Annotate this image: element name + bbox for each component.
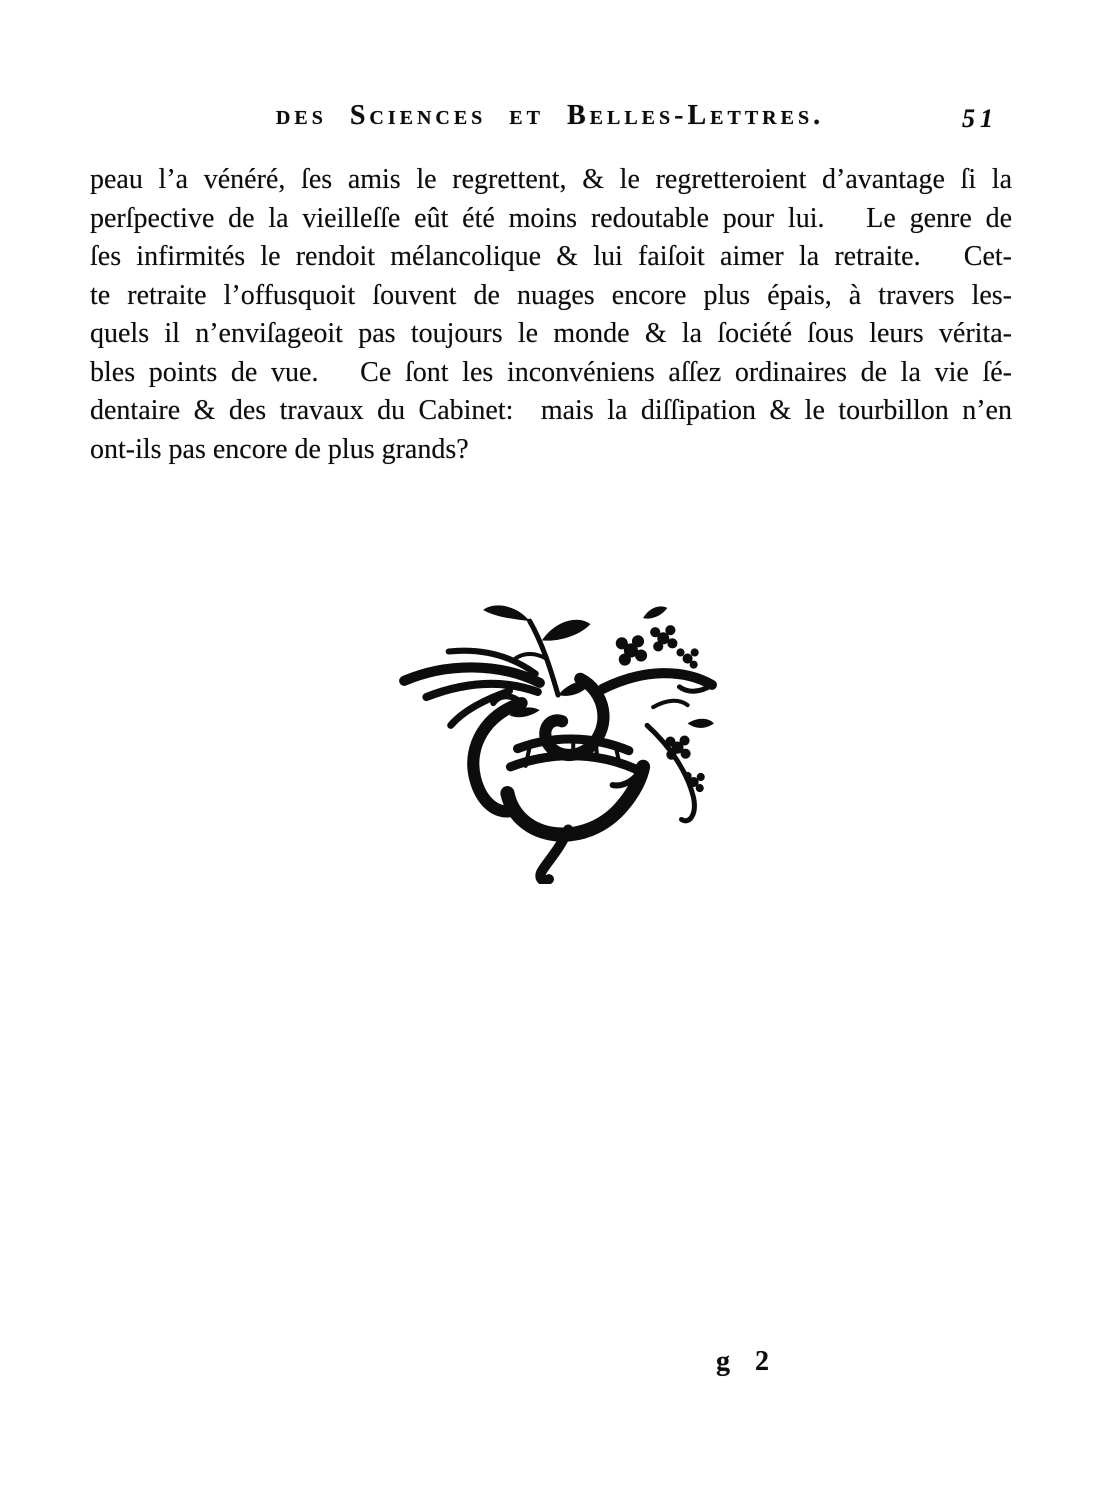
text-line: bles points de vue. Ce ſont les inconvéniens aſſez ordinaires de la vie ſé- (90, 356, 1012, 388)
text-line: ſes infirmités le rendoit mélancolique & lui faiſoit aimer la retraite. Cet- (90, 241, 1012, 272)
text-line: quels il n’enviſageoit pas toujours le monde & la ſociété ſous leurs vérita- (90, 318, 1012, 349)
text-line: perſpective de la vieilleſſe eût été moins redoutable pour lui. Le genre de (90, 202, 1012, 234)
ornament-vignette (388, 592, 722, 884)
text-line: dentaire & des travaux du Cabinet: mais la diſſipation & le tourbillon n’en (90, 395, 1012, 426)
page-number: 51 (962, 104, 998, 133)
rococo-tailpiece-vignette-icon (388, 592, 722, 884)
text-line: peau l’a vénéré, ſes amis le regrettent, & le regretteroient d’avantage ſi la (90, 164, 1012, 195)
text-line: ont-ils pas encore de plus grands? (90, 433, 469, 465)
running-title: des Sciences et Belles-Lettres. (275, 100, 825, 131)
text-line: te retraite l’offusquoit ſouvent de nuages encore plus épais, à travers les- (90, 279, 1012, 311)
signature-mark: g 2 (716, 1346, 769, 1377)
paragraph (90, 161, 1012, 469)
